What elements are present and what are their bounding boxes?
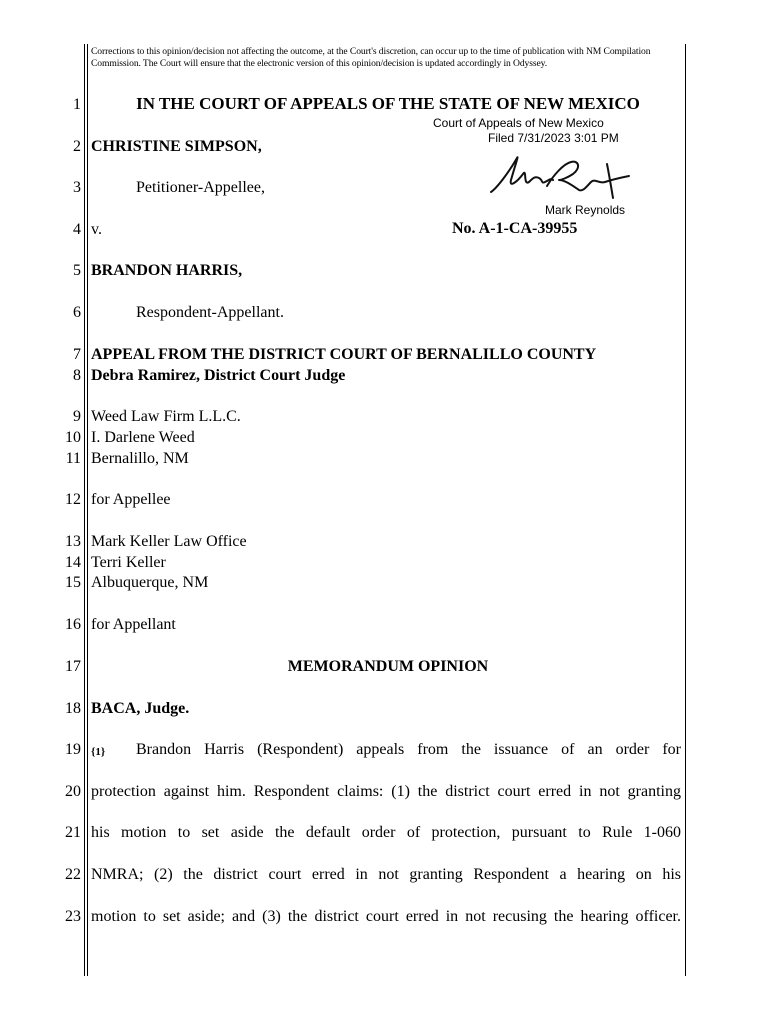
line-number: 9 <box>73 408 81 425</box>
versus: v. <box>91 221 102 238</box>
petitioner-name: CHRISTINE SIMPSON, <box>91 138 262 155</box>
line-number: 13 <box>65 533 81 550</box>
handwritten-signature <box>487 152 633 202</box>
respondent-role: Respondent-Appellant. <box>136 304 284 321</box>
line-number: 10 <box>65 429 81 446</box>
stamp-signer: Mark Reynolds <box>545 203 626 217</box>
line-number: 6 <box>73 304 81 321</box>
line-number: 19 <box>65 741 81 758</box>
appellant-attorney: Terri Keller <box>91 554 166 571</box>
trial-judge: Debra Ramirez, District Court Judge <box>91 367 346 384</box>
respondent-name: BRANDON HARRIS, <box>91 262 243 279</box>
corrections-notice: Corrections to this opinion/decision not affecting the outcome, at the Court's discretion, can occur up to the time of publication with NM Compilation Commission. The Court will ensure that the electronic version of this opinion/decision is updated accordingly in Odyssey. <box>91 46 651 69</box>
line-number: 1 <box>73 96 81 113</box>
opinion-heading: MEMORANDUM OPINION <box>287 658 489 675</box>
paragraph-number: {1} <box>91 746 106 758</box>
line-number: 14 <box>65 554 81 571</box>
opinion-author: BACA, Judge. <box>91 700 190 717</box>
appellee-city: Bernalillo, NM <box>91 450 189 467</box>
appellee-for: for Appellee <box>91 491 171 508</box>
line-number: 22 <box>65 866 81 883</box>
stamp-filed: Filed 7/31/2023 3:01 PM <box>488 131 619 145</box>
line-number: 8 <box>73 367 81 384</box>
court-title: IN THE COURT OF APPEALS OF THE STATE OF NEW MEXICO <box>136 94 640 113</box>
line-number: 17 <box>65 658 81 675</box>
appellant-city: Albuquerque, NM <box>91 574 209 591</box>
appeal-line: APPEAL FROM THE DISTRICT COURT OF BERNALILLO COUNTY <box>91 346 597 363</box>
line-number: 2 <box>73 138 81 155</box>
petitioner-role: Petitioner-Appellee, <box>136 179 265 196</box>
case-number: No. A-1-CA-39955 <box>452 220 578 237</box>
line-number: 15 <box>65 574 81 591</box>
appellant-firm: Mark Keller Law Office <box>91 533 247 550</box>
line-number: 7 <box>73 346 81 363</box>
appellant-for: for Appellant <box>91 616 176 633</box>
line-number: 18 <box>65 700 81 717</box>
body-line: NMRA; (2) the district court erred in not granting Respondent a hearing on his <box>91 866 681 883</box>
line-number: 11 <box>65 450 81 467</box>
line-number: 21 <box>65 824 81 841</box>
line-number: 3 <box>73 179 81 196</box>
margin-rule-left-inner <box>87 44 88 976</box>
body-line: motion to set aside; and (3) the district court erred in not recusing the hearing officer. <box>91 908 681 925</box>
line-number: 23 <box>65 908 81 925</box>
margin-rule-left <box>84 44 85 976</box>
body-line: protection against him. Respondent claims: (1) the district court erred in not granting <box>91 783 681 800</box>
body-line: his motion to set aside the default order of protection, pursuant to Rule 1-060 <box>91 824 681 841</box>
body-line: Brandon Harris (Respondent) appeals from the issuance of an order for <box>136 741 681 758</box>
line-number: 12 <box>65 491 81 508</box>
line-number: 20 <box>65 783 81 800</box>
appellee-firm: Weed Law Firm L.L.C. <box>91 408 241 425</box>
margin-rule-right <box>685 44 686 976</box>
stamp-court: Court of Appeals of New Mexico <box>433 116 604 130</box>
line-number: 4 <box>73 221 81 238</box>
line-number: 5 <box>73 262 81 279</box>
appellee-attorney: I. Darlene Weed <box>91 429 195 446</box>
line-number: 16 <box>65 616 81 633</box>
